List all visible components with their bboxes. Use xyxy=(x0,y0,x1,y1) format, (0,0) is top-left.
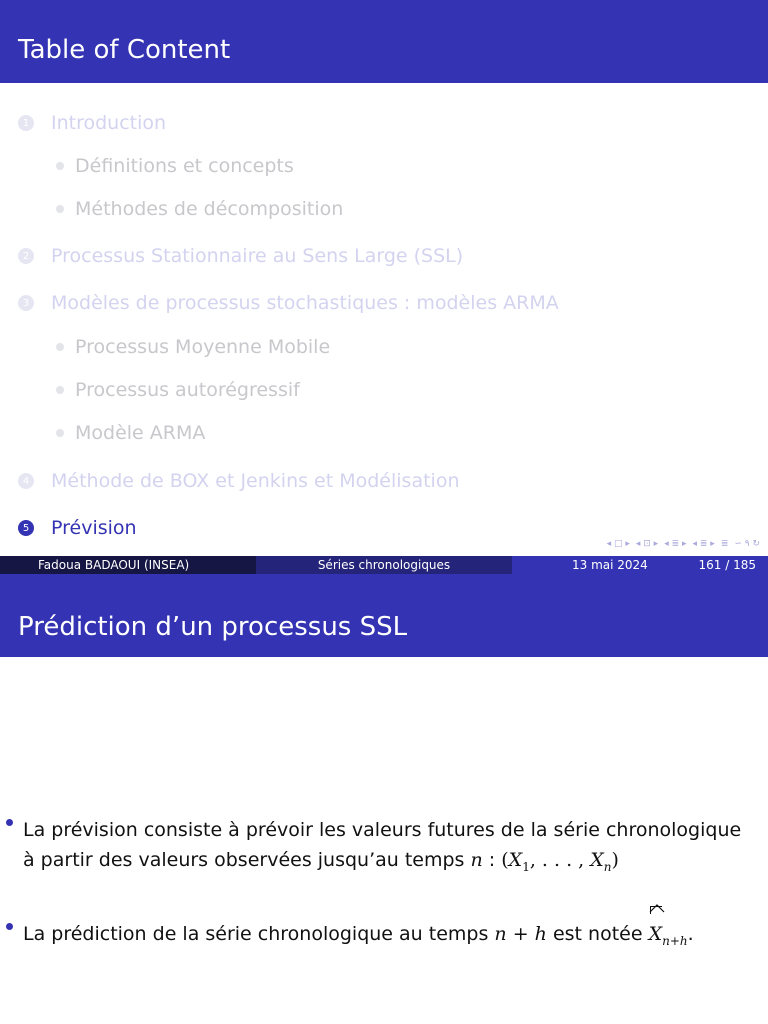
footer-page-number: 161 / 185 xyxy=(698,558,756,572)
math-n: n xyxy=(470,849,483,871)
bullet-text-line: à partir des valeurs observées jusqu’au temps n : ($X_1$, . . . , $X_n$) xyxy=(23,849,619,874)
bullet-item-1 xyxy=(6,809,741,881)
section-number-badge: 3 xyxy=(18,295,34,311)
bullet-dot-icon xyxy=(56,429,64,437)
section-number-badge: 4 xyxy=(18,473,34,489)
footline xyxy=(0,556,768,574)
slide-prediction xyxy=(0,574,768,1024)
section-number-badge: 2 xyxy=(18,248,34,264)
math-n-plus-h: n + h xyxy=(494,923,547,945)
toc-subsection-label: Méthodes de décomposition xyxy=(75,198,344,220)
toc-section-1[interactable] xyxy=(18,112,166,134)
toc-section-2[interactable] xyxy=(18,245,463,267)
toc-subsection[interactable] xyxy=(56,422,205,444)
toc-section-label: Prévision xyxy=(51,517,137,539)
bullet-item-2 xyxy=(6,913,694,955)
toc-section-label: Modèles de processus stochastiques : modèles ARMA xyxy=(51,292,559,314)
nav-align-icon[interactable]: ≣ xyxy=(720,539,729,549)
toc-subsection[interactable] xyxy=(56,379,300,401)
beamer-navigation-symbols xyxy=(607,539,760,549)
toc-subsection[interactable] xyxy=(56,198,343,220)
bullet-dot-icon xyxy=(56,205,64,213)
toc-subsection-label: Processus autorégressif xyxy=(75,379,300,401)
bullet-dot-icon xyxy=(56,386,64,394)
nav-doc-icon[interactable]: ◂ ≣ ▸ xyxy=(692,539,715,549)
toc-subsection[interactable] xyxy=(56,336,330,358)
toc-section-label: Processus Stationnaire au Sens Large (SSL) xyxy=(51,245,464,267)
nav-subsection-icon[interactable]: ◂ ⊡ ▸ xyxy=(635,539,659,549)
nav-frame-icon[interactable]: ◂ □ ▸ xyxy=(606,539,630,549)
section-number-badge: 5 xyxy=(18,520,34,536)
hat-accent-icon xyxy=(649,904,665,913)
footer-date: 13 mai 2024 xyxy=(572,558,648,572)
frame-title: Table of Content xyxy=(0,0,768,83)
bullet-dot-icon xyxy=(6,819,13,826)
math-x-hat: X xyxy=(649,913,663,955)
nav-search-icon[interactable]: ∽ ۹ ↻ xyxy=(734,539,760,549)
bullet-dot-icon xyxy=(6,923,13,930)
toc-subsection-label: Processus Moyenne Mobile xyxy=(75,336,331,358)
bullet-dot-icon xyxy=(56,343,64,351)
footer-course: Séries chronologiques xyxy=(256,556,512,574)
toc-section-3[interactable] xyxy=(18,292,559,314)
nav-section-icon[interactable]: ◂ ≣ ▸ xyxy=(664,539,687,549)
toc-section-5-current[interactable] xyxy=(18,517,137,539)
bullet-dot-icon xyxy=(56,162,64,170)
section-number-badge: 1 xyxy=(18,115,34,131)
footer-author: Fadoua BADAOUI (INSEA) xyxy=(0,556,256,574)
toc-section-label: Introduction xyxy=(51,112,167,134)
footer-right xyxy=(512,556,768,574)
toc-subsection[interactable] xyxy=(56,155,294,177)
toc-subsection-label: Modèle ARMA xyxy=(75,422,206,444)
toc-section-label: Méthode de BOX et Jenkins et Modélisation xyxy=(51,470,460,492)
bullet-text-line: La prévision consiste à prévoir les valeurs futures de la série chronologique xyxy=(23,819,742,841)
frame-title: Prédiction d’un processus SSL xyxy=(0,574,768,657)
bullet-text-line: La prédiction de la série chronologique au temps n + h est notée $X_{n+h}$. xyxy=(23,913,694,955)
toc-subsection-label: Définitions et concepts xyxy=(75,155,294,177)
toc-section-4[interactable] xyxy=(18,470,460,492)
